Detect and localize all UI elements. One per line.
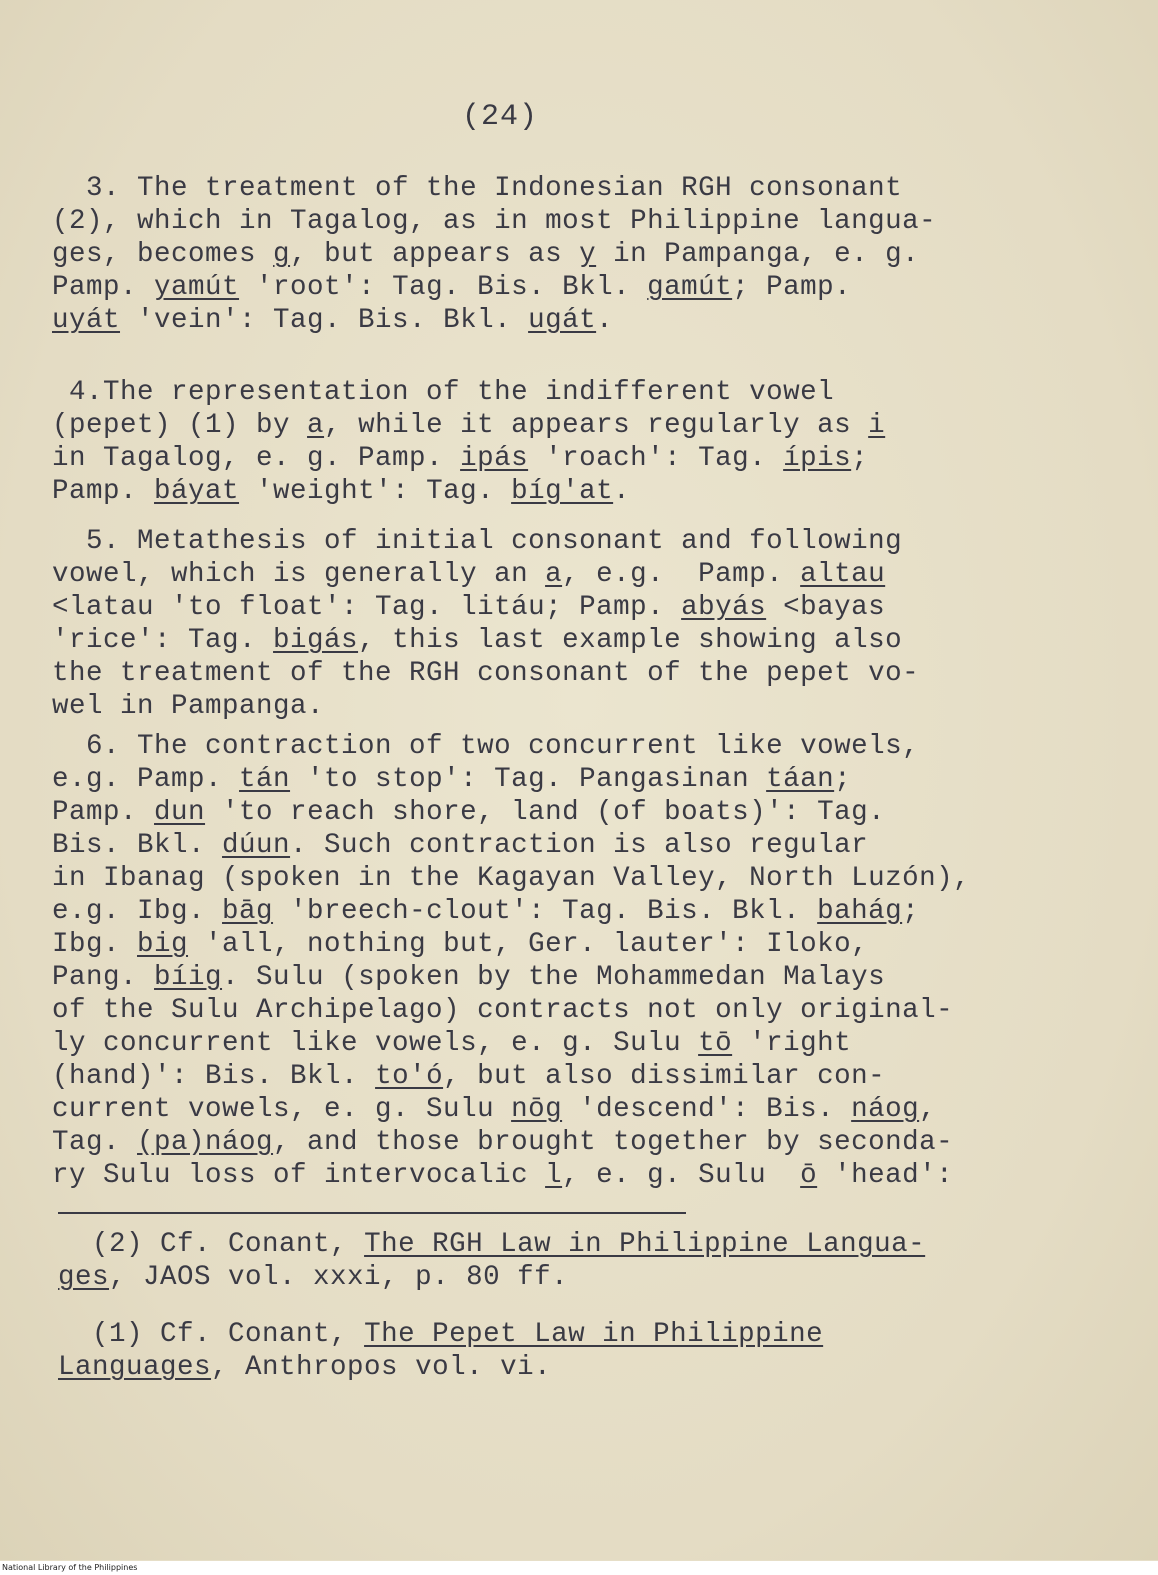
underlined-word: y — [579, 239, 597, 270]
underlined-word: nōg — [511, 1094, 563, 1125]
text-run: Bis. Bkl. — [52, 830, 223, 861]
text-run: , this last example showing also — [358, 625, 903, 656]
text-line — [52, 624, 1112, 657]
underlined-word: bahág — [817, 896, 903, 927]
footnote — [58, 1228, 1118, 1294]
text-run: Pang. — [52, 962, 155, 993]
text-run: e.g. Pamp. — [52, 764, 240, 795]
underlined-word: The RGH Law in Philippine Langua- — [364, 1229, 926, 1260]
text-line — [52, 730, 1112, 763]
underlined-word: g — [273, 239, 291, 270]
paragraph — [52, 525, 1112, 723]
text-line — [58, 1261, 1118, 1294]
text-run: 'right — [732, 1028, 852, 1059]
text-line — [52, 1027, 1112, 1060]
text-run: ; — [902, 896, 920, 927]
text-line — [52, 657, 1112, 690]
text-run: . — [613, 476, 631, 507]
text-line — [52, 763, 1112, 796]
underlined-word: big — [137, 929, 189, 960]
text-run: (2) Cf. Conant, — [58, 1229, 365, 1260]
text-line — [52, 829, 1112, 862]
text-run: (pepet) (1) by — [52, 410, 308, 441]
text-run: 'breech-clout': Tag. Bis. Bkl. — [273, 896, 818, 927]
text-line — [52, 690, 1112, 723]
text-run: ; — [834, 764, 852, 795]
text-run: , and those brought together by seconda- — [273, 1127, 954, 1158]
text-run: the treatment of the RGH consonant of the pepet vo- — [52, 658, 920, 689]
text-run: 'to reach shore, land (of boats)': Tag. — [205, 797, 886, 828]
text-run: in Pampanga, e. g. — [596, 239, 920, 270]
text-run: ly concurrent like vowels, e. g. Sulu — [52, 1028, 699, 1059]
footnote-rule — [58, 1212, 686, 1214]
text-run: 5. Metathesis of initial consonant and following — [52, 526, 903, 557]
text-line — [52, 376, 1112, 409]
footnote — [58, 1318, 1118, 1384]
text-line — [52, 205, 1112, 238]
text-run: , JAOS vol. xxxi, p. 80 ff. — [109, 1262, 569, 1293]
text-line — [52, 409, 1112, 442]
text-line — [52, 591, 1112, 624]
text-run: 'vein': Tag. Bis. Bkl. — [120, 305, 529, 336]
text-run: , Anthropos vol. vi. — [211, 1352, 552, 1383]
underlined-word: dúun — [222, 830, 291, 861]
text-run: , but appears as — [290, 239, 580, 270]
text-run: (2), which in Tagalog, as in most Philippine langua- — [52, 206, 937, 237]
text-line — [58, 1318, 1118, 1351]
underlined-word: Languages — [58, 1352, 212, 1383]
underlined-word: ugát — [528, 305, 597, 336]
text-run: 6. The contraction of two concurrent like vowels, — [52, 731, 920, 762]
text-run: 'root': Tag. Bis. Bkl. — [239, 272, 648, 303]
underlined-word: bíg'at — [511, 476, 614, 507]
text-line — [52, 1159, 1112, 1192]
text-line — [52, 238, 1112, 271]
text-run: Tag. — [52, 1127, 138, 1158]
underlined-word: ges — [58, 1262, 110, 1293]
text-run: e.g. Ibg. — [52, 896, 223, 927]
text-line — [52, 271, 1112, 304]
text-line — [52, 928, 1112, 961]
text-run: 4.The representation of the indifferent vowel — [52, 377, 835, 408]
text-run: ry Sulu loss of intervocalic — [52, 1160, 546, 1191]
text-run: 'weight': Tag. — [239, 476, 512, 507]
underlined-word: a — [545, 559, 563, 590]
text-line — [52, 796, 1112, 829]
text-run: (hand)': Bis. Bkl. — [52, 1061, 376, 1092]
text-run: 3. The treatment of the Indonesian RGH consonant — [52, 173, 903, 204]
underlined-word: gamút — [647, 272, 733, 303]
text-line — [52, 895, 1112, 928]
text-run: Pamp. — [52, 797, 155, 828]
text-line — [52, 304, 1112, 337]
underlined-word: dun — [154, 797, 206, 828]
underlined-word: abyás — [681, 592, 767, 623]
underlined-word: l — [545, 1160, 563, 1191]
text-run: 'head': — [817, 1160, 954, 1191]
underlined-word: táan — [766, 764, 835, 795]
text-run: in Ibanag (spoken in the Kagayan Valley, North Luzón), — [52, 863, 971, 894]
text-line — [52, 1060, 1112, 1093]
page-number: (24) — [461, 100, 538, 134]
text-run: . — [596, 305, 614, 336]
underlined-word: The Pepet Law in Philippine — [364, 1319, 824, 1350]
text-line — [58, 1351, 1118, 1384]
underlined-word: tán — [239, 764, 291, 795]
text-line — [58, 1228, 1118, 1261]
text-run: 'to stop': Tag. Pangasinan — [290, 764, 767, 795]
text-line — [52, 558, 1112, 591]
text-line — [52, 172, 1112, 205]
underlined-word: altau — [800, 559, 886, 590]
underlined-word: uyát — [52, 305, 121, 336]
text-line — [52, 1126, 1112, 1159]
text-run: ges, becomes — [52, 239, 274, 270]
text-run: <bayas — [766, 592, 886, 623]
text-run: current vowels, e. g. Sulu — [52, 1094, 512, 1125]
underlined-word: bíig — [154, 962, 223, 993]
text-run: Pamp. — [52, 476, 155, 507]
underlined-word: bāg — [222, 896, 274, 927]
underlined-word: tō — [698, 1028, 733, 1059]
text-line — [52, 961, 1112, 994]
text-run: <latau 'to float': Tag. litáu; Pamp. — [52, 592, 682, 623]
paragraph — [52, 376, 1112, 508]
text-run: (1) Cf. Conant, — [58, 1319, 365, 1350]
text-run: 'descend': Bis. — [562, 1094, 852, 1125]
text-line — [52, 862, 1112, 895]
paragraph — [52, 172, 1112, 337]
paragraph — [52, 730, 1112, 1192]
text-line — [52, 525, 1112, 558]
text-run: Ibg. — [52, 929, 138, 960]
text-run: , — [919, 1094, 937, 1125]
underlined-word: náog — [851, 1094, 920, 1125]
text-run: , but also dissimilar con- — [443, 1061, 886, 1092]
text-run: ; Pamp. — [732, 272, 852, 303]
text-run: Pamp. — [52, 272, 155, 303]
text-run: in Tagalog, e. g. Pamp. — [52, 443, 461, 474]
text-line — [52, 475, 1112, 508]
underlined-word: bigás — [273, 625, 359, 656]
text-run: ; — [851, 443, 869, 474]
text-run: 'roach': Tag. — [528, 443, 784, 474]
text-run: 'rice': Tag. — [52, 625, 274, 656]
library-credit: National Library of the Philippines — [0, 1561, 1158, 1575]
text-run: , while it appears regularly as — [324, 410, 869, 441]
text-run: of the Sulu Archipelago) contracts not only original- — [52, 995, 954, 1026]
underlined-word: báyat — [154, 476, 240, 507]
underlined-word: ipás — [460, 443, 529, 474]
underlined-word: i — [868, 410, 886, 441]
underlined-word: ípis — [783, 443, 852, 474]
text-line — [52, 1093, 1112, 1126]
text-run: vowel, which is generally an — [52, 559, 546, 590]
text-line — [52, 994, 1112, 1027]
text-line — [52, 442, 1112, 475]
text-run: . Such contraction is also regular — [290, 830, 869, 861]
text-run: wel in Pampanga. — [52, 691, 325, 722]
underlined-word: (pa)náog — [137, 1127, 274, 1158]
underlined-word: yamút — [154, 272, 240, 303]
underlined-word: ō — [800, 1160, 818, 1191]
underlined-word: to'ó — [375, 1061, 444, 1092]
text-run: , e. g. Sulu — [562, 1160, 801, 1191]
underlined-word: a — [307, 410, 325, 441]
text-run: . Sulu (spoken by the Mohammedan Malays — [222, 962, 886, 993]
text-run: , e.g. Pamp. — [562, 559, 801, 590]
text-run: 'all, nothing but, Ger. lauter': Iloko, — [188, 929, 869, 960]
